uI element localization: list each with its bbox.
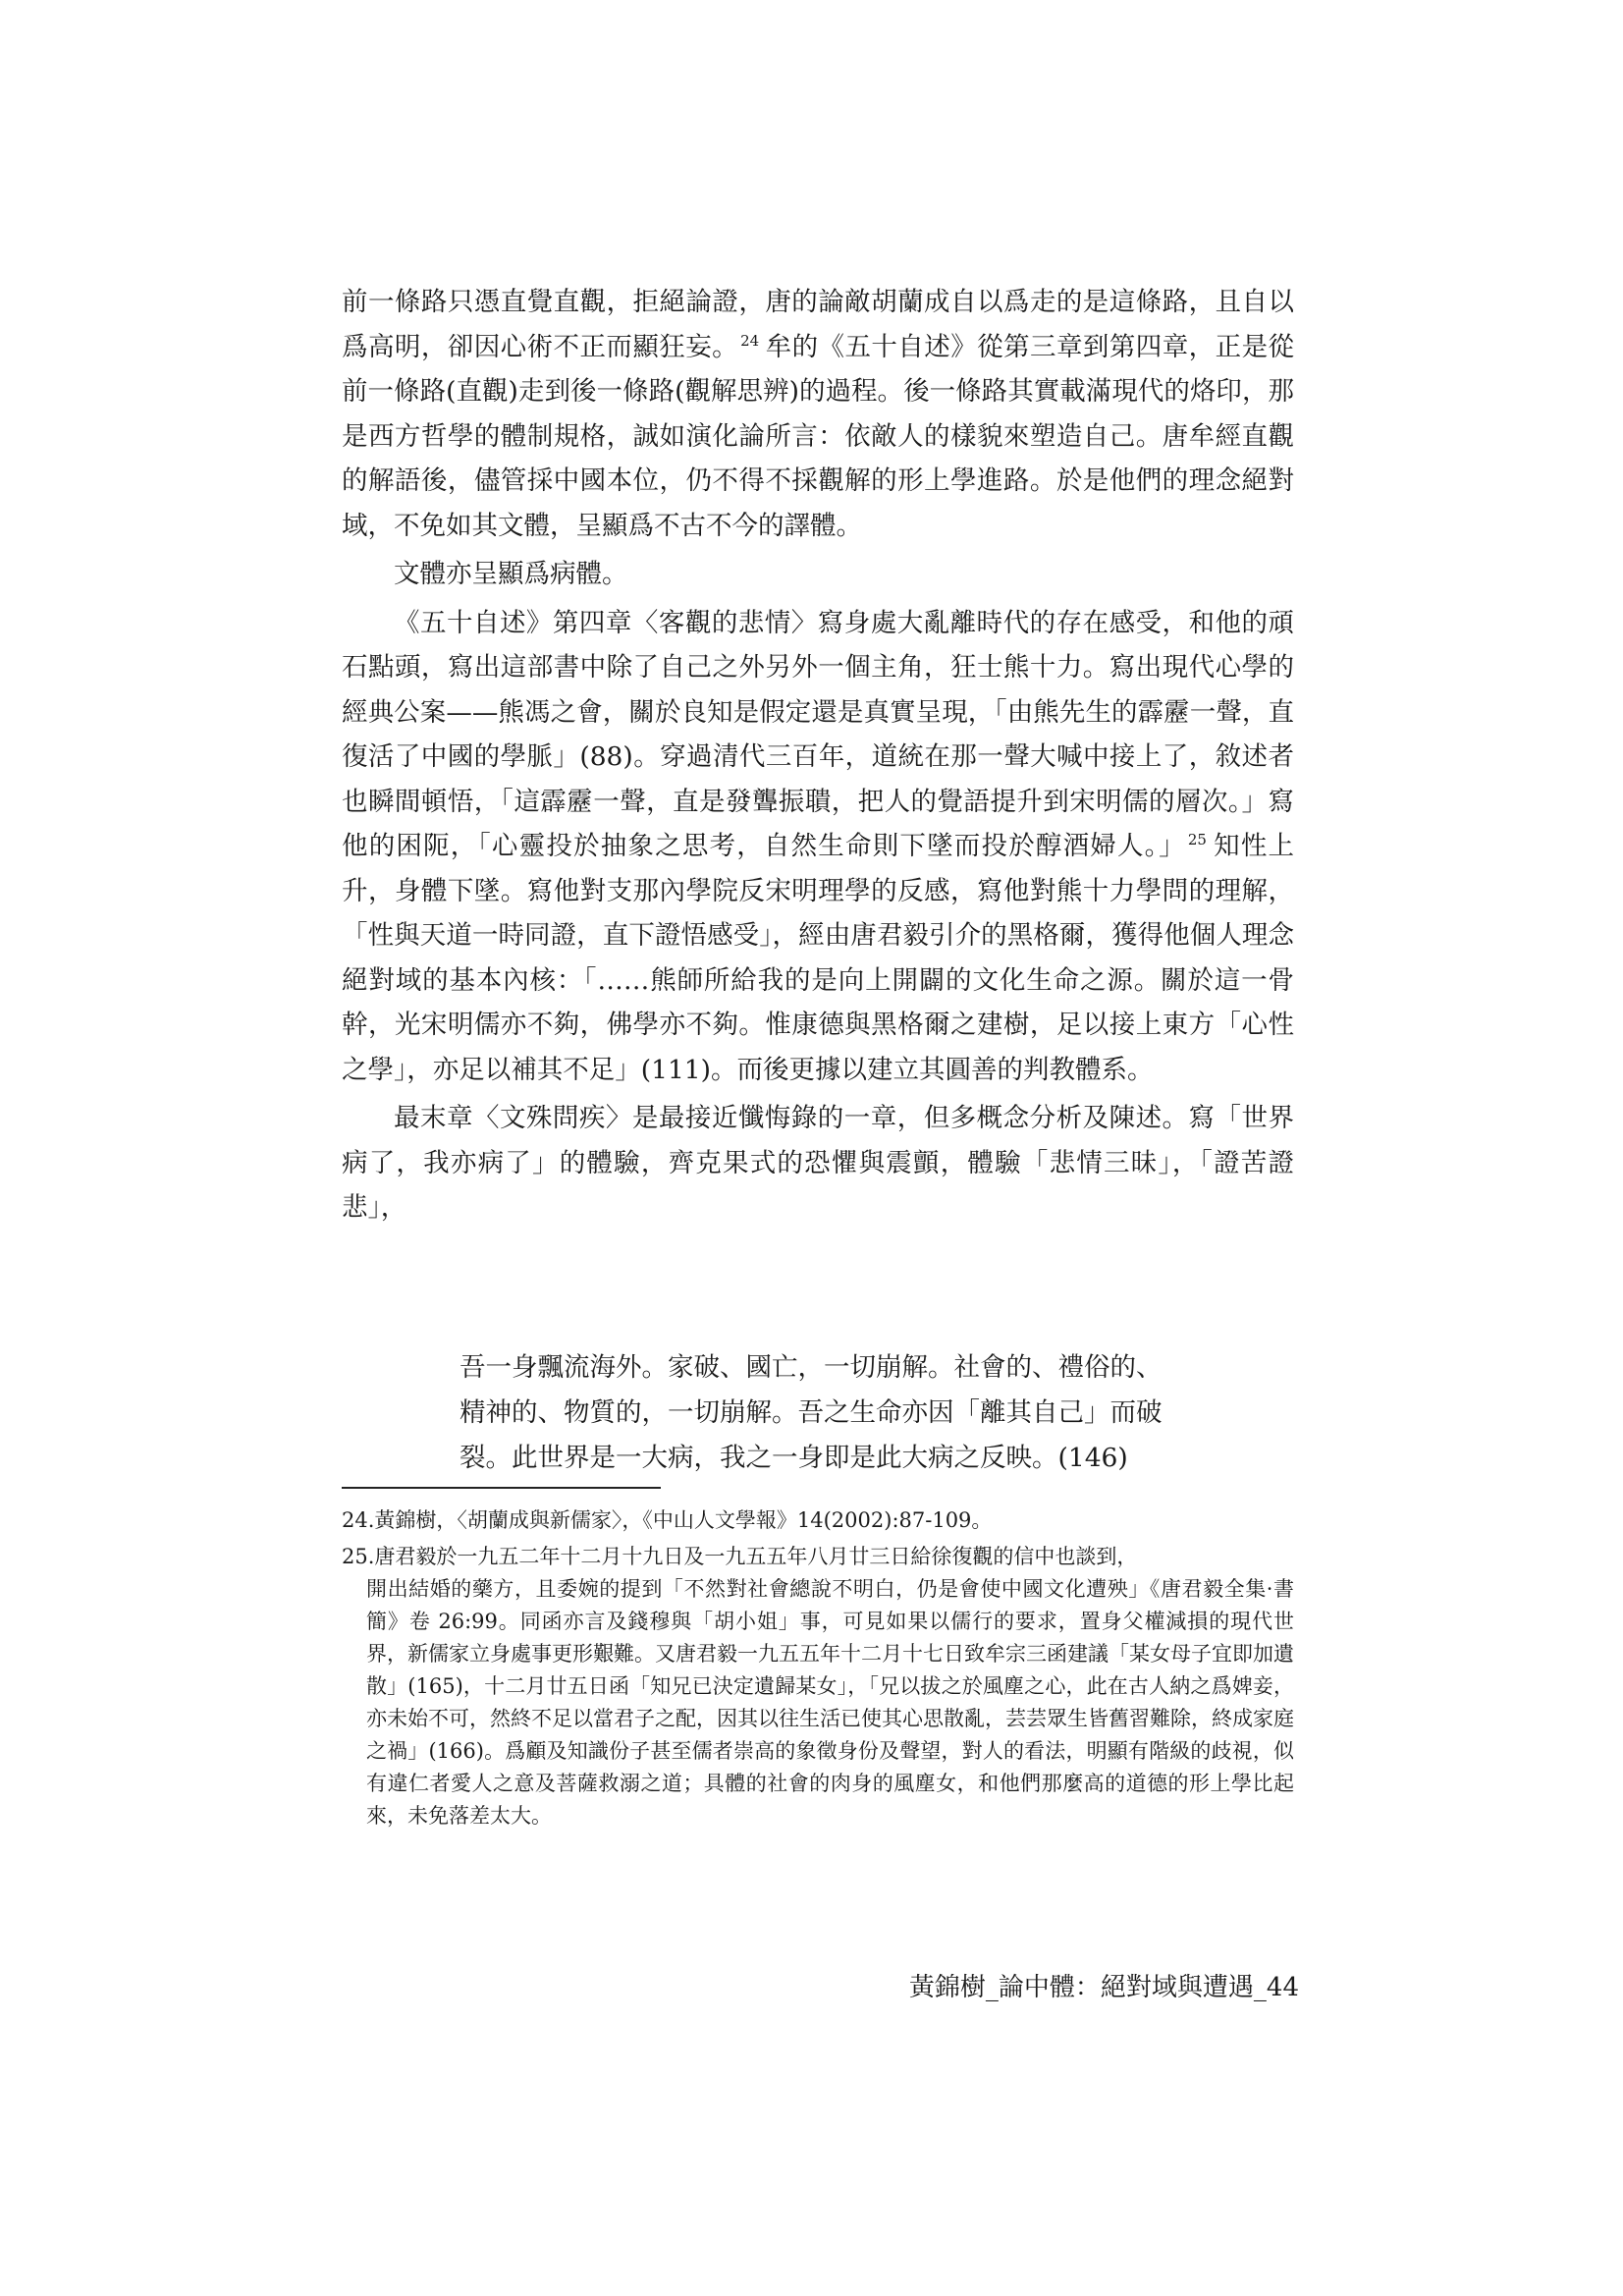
footnote-ref-24[interactable]: 24 (740, 331, 760, 350)
paragraph-3 (342, 601, 1294, 1093)
paragraph-3-text-a: 《五十自述》第四章〈客觀的悲情〉寫身處大亂離時代的存在感受，和他的頑石點頭，寫出這部書中除了自己之外另外一個主角，狂士熊十力。寫出現代心學的經典公案——熊馮之會，關於良知是假定還是真實呈現，「由熊先生的霹靂一聲，直復活了中國的學脈」(88)。穿過清代三百年，道統在那一聲大喊中接上了，敘述者也瞬間頓悟，「這霹靂一聲，直是發聾振聵，把人的覺語提升到宋明儒的層次。」寫他的困阨，「心靈投於抽象之思考，自然生命則下墜而投於醇酒婦人。」 (342, 607, 1294, 861)
footnote-25-first-line: 25.唐君毅於一九五二年十二月十九日及一九五五年八月廿三日給徐復觀的信中也談到， (342, 1545, 1138, 1568)
quote-line-2: 精神的、物質的，一切崩解。吾之生命亦因「離其自己」而破 (460, 1397, 1163, 1428)
footnote-25-body: 開出結婚的藥方，且委婉的提到「不然對社會總說不明白，仍是會使中國文化遭殃」《唐君毅全集·書簡》卷 26:99。同函亦言及錢穆與「胡小姐」事，可見如果以儒行的要求，置身父權減損的現代世界，新儒家立身處事更形艱難。又唐君毅一九五五年十二月十七日致牟宗三函建議「某女母子宜即加遺散」(165)，十二月廿五日函「知兄已決定遺歸某女」，「兄以拔之於風塵之心，此在古人納之爲婢妾，亦未始不可，然終不足以當君子之配，因其以往生活已使其心思散亂，芸芸眾生皆舊習難除，終成家庭之禍」(166)。爲顧及知識份子甚至儒者崇高的象徵身份及聲望，對人的看法，明顯有階級的歧視，似有違仁者愛人之意及菩薩救溺之道；具體的社會的肉身的風塵女，和他們那麼高的道德的形上學比起來，未免落差太大。 (366, 1577, 1294, 1828)
paragraph-1-text-a: 前一條路只憑直覺直觀，拒絕論證，唐的論敵胡蘭成自以爲走的是這條路，且自以爲高明，卻因心術不正而顯狂妄。 (342, 287, 1294, 362)
footnote-ref-25[interactable]: 25 (1187, 831, 1207, 849)
quote-line-3: 裂。此世界是一大病，我之一身即是此大病之反映。(146) (460, 1443, 1128, 1473)
paragraph-1-text-b: 牟的《五十自述》從第三章到第四章，正是從前一條路(直觀)走到後一條路(觀解思辨)的過程。後一條路其實載滿現代的烙印，那是西方哲學的體制規格，誠如演化論所言：依敵人的樣貌來塑造自己。唐牟經直觀的解語後，儘管採中國本位，仍不得不採觀解的形上學進路。於是他們的理念絕對域，不免如其文體，呈顯爲不古不今的譯體。 (342, 331, 1295, 541)
main-body (342, 280, 1294, 1230)
footnotes (342, 1504, 1294, 1836)
running-footer: 黃錦樹_論中體：絕對域與遭遇_44 (908, 1973, 1299, 2002)
paragraph-3-text-b: 知性上升，身體下墜。寫他對支那內學院反宋明理學的反感，寫他對熊十力學問的理解，「性與天道一時同證，直下證悟感受」，經由唐君毅引介的黑格爾，獲得他個人理念絕對域的基本內核：「……熊師所給我的是向上開闢的文化生命之源。關於這一骨幹，光宋明儒亦不夠，佛學亦不夠。惟康德與黑格爾之建樹，足以接上東方「心性之學」，亦足以補其不足」(111)。而後更據以建立其圓善的判教體系。 (342, 831, 1295, 1085)
paragraph-4: 最末章〈文殊問疾〉是最接近懺悔錄的一章，但多概念分析及陳述。寫「世界病了，我亦病了」的體驗，齊克果式的恐懼與震顫，體驗「悲情三昧」，「證苦證悲」， (342, 1103, 1294, 1223)
footnote-24: 24.黃錦樹，〈胡蘭成與新儒家〉，《中山人文學報》14(2002):87-109。 (342, 1508, 993, 1532)
paragraph-1 (342, 280, 1294, 548)
block-quote (460, 1345, 1216, 1481)
paragraph-2: 文體亦呈顯爲病體。 (394, 559, 628, 589)
quote-line-1: 吾一身飄流海外。家破、國亡，一切崩解。社會的、禮俗的、 (460, 1352, 1163, 1383)
footnote-25 (342, 1541, 1294, 1832)
footnote-divider (342, 1487, 661, 1489)
